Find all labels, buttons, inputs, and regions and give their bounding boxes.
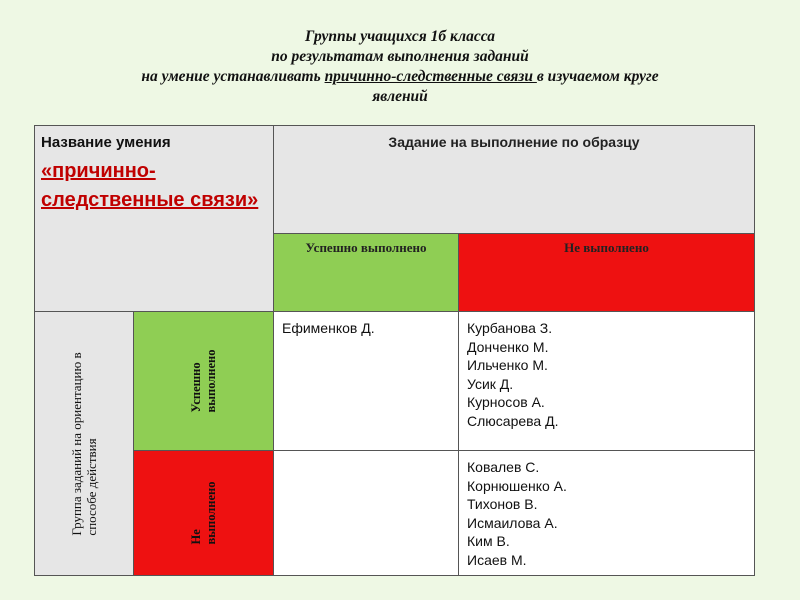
student-name: Ефименков Д. xyxy=(282,320,375,336)
slide-title xyxy=(40,27,760,107)
student-name: Усик Д. xyxy=(467,375,514,392)
col-success-label: Успешно выполнено xyxy=(305,240,427,255)
row-group-label xyxy=(69,352,99,535)
student-name: Исмаилова А. xyxy=(467,514,558,531)
student-name: Ковалев С. xyxy=(467,459,540,475)
row-fail-line-1: Не xyxy=(188,529,203,545)
title-line-1: Группы учащихся 1б класса xyxy=(305,28,495,45)
row-success-line-1: Успешно xyxy=(188,362,203,413)
cell-fail-fail xyxy=(459,451,755,576)
title-line-3 xyxy=(40,67,760,87)
student-name: Слюсарева Д. xyxy=(467,412,559,429)
results-table xyxy=(34,125,755,576)
name-list xyxy=(467,319,754,430)
row-fail-label xyxy=(189,481,219,544)
skill-cell xyxy=(35,126,274,312)
row-header-success xyxy=(134,312,274,451)
student-name: Ким В. xyxy=(467,533,510,549)
name-list xyxy=(282,319,458,338)
student-name: Исаев М. xyxy=(467,551,527,568)
row-success-line-2: выполнено xyxy=(203,349,218,413)
student-name: Донченко М. xyxy=(467,338,549,355)
col-fail-label: Не выполнено xyxy=(564,240,649,255)
row-header-fail xyxy=(134,451,274,576)
name-list xyxy=(467,458,754,569)
student-name: Курносов А. xyxy=(467,394,545,410)
title-line-3-after: в изучаемом круге xyxy=(536,68,659,85)
skill-value: «причинно-следственные связи» xyxy=(41,160,259,211)
student-name: Корнюшенко А. xyxy=(467,477,567,494)
student-name: Ильченко М. xyxy=(467,357,548,373)
row-success-label xyxy=(189,349,219,412)
title-line-2: по результатам выполнения заданий xyxy=(271,48,529,65)
row-group-label-line-2: способе действия xyxy=(84,437,99,536)
col-header-fail xyxy=(459,234,755,312)
skill-label: Название умения xyxy=(41,134,171,151)
student-name: Тихонов В. xyxy=(467,496,538,512)
student-name: Курбанова З. xyxy=(467,320,553,336)
cell-fail-success xyxy=(274,451,459,576)
cell-success-success xyxy=(274,312,459,451)
row-group-cell xyxy=(35,312,134,576)
task-header-cell xyxy=(274,126,755,234)
title-line-4: явлений xyxy=(372,88,428,105)
row-group-label-line-1: Группа заданий на ориентацию в xyxy=(69,351,84,536)
cell-success-fail xyxy=(459,312,755,451)
title-underlined-phrase: причинно-следственные связи xyxy=(324,68,537,85)
task-header: Задание на выполнение по образцу xyxy=(388,134,640,150)
title-line-3-before: на умение устанавливать xyxy=(141,68,325,85)
row-fail-line-2: выполнено xyxy=(203,481,218,545)
col-header-success xyxy=(274,234,459,312)
